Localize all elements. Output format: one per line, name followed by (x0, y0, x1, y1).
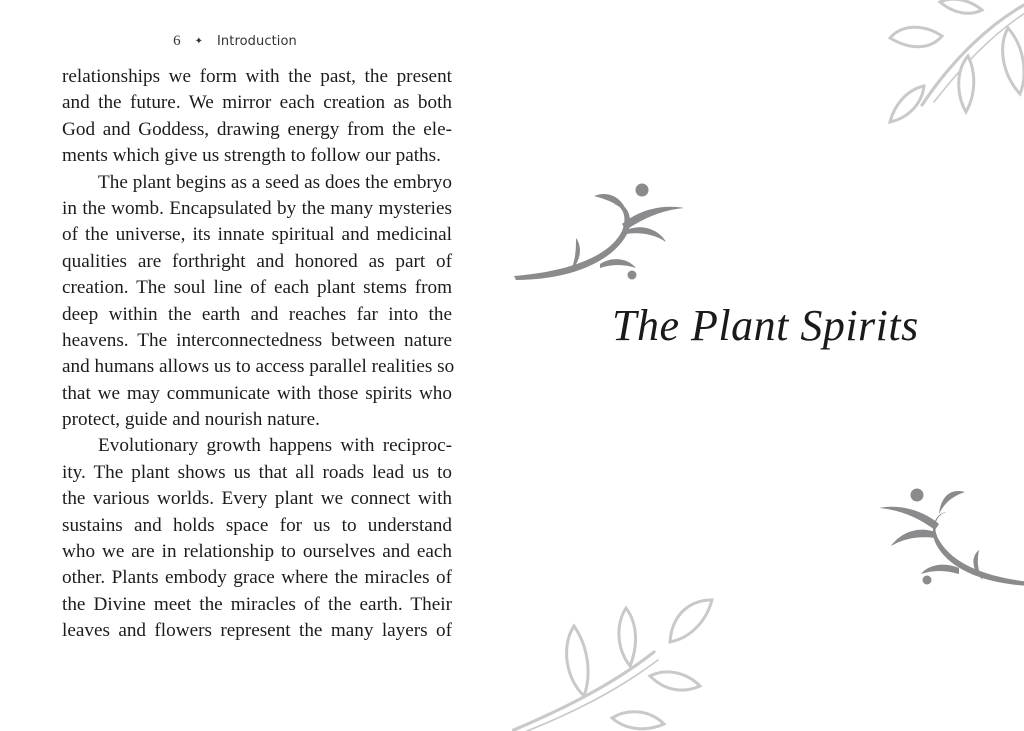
text-line: that we may communicate with those spirits who (62, 382, 452, 404)
chapter-title: The Plant Spirits (612, 301, 919, 350)
text-line: protect, guide and nourish nature. (62, 409, 320, 431)
text-line: relationships we form with the past, the present (62, 66, 452, 87)
text-line: God and Goddess, drawing energy from the ele- (62, 118, 452, 140)
leaf-branch-top-right-icon (872, 0, 1024, 140)
leaf-branch-bottom-left-icon (512, 590, 712, 731)
flourish-upper-left-icon (514, 176, 689, 284)
text-line: the Divine meet the miracles of the earth. Their (62, 593, 452, 615)
text-line: ity. The plant shows us that all roads lead us to (62, 461, 452, 483)
right-page (512, 0, 1024, 731)
text-line: and humans allows us to access parallel realities so (62, 356, 455, 378)
text-line: and the future. We mirror each creation as both (62, 92, 452, 114)
flourish-lower-right-icon (875, 480, 1024, 588)
text-line: heavens. The interconnectedness between nature (62, 329, 452, 351)
section-title: Introduction (216, 34, 297, 49)
text-line: leaves and flowers represent the many layers of (62, 620, 452, 642)
text-line: other. Plants embody grace where the miracles of (62, 567, 452, 589)
running-head (0, 33, 512, 50)
text-line: qualities are forthright and honored as part of (62, 250, 452, 272)
text-line: the various worlds. Every plant we connect with (62, 488, 452, 510)
text-line: sustains and holds space for us to understand (62, 514, 452, 536)
separator-diamond-icon: ✦ (194, 36, 203, 47)
body-text (62, 64, 455, 645)
text-line: of the universe, its innate spiritual and medicinal (62, 224, 452, 246)
text-line: The plant begins as a seed as does the embryo (98, 171, 452, 193)
text-line: who we are in relationship to ourselves and each (62, 541, 452, 563)
text-line: in the womb. Encapsulated by the many mysteries (62, 197, 452, 219)
text-line: ments which give us strength to follow our paths. (62, 145, 441, 167)
text-line: deep within the earth and reaches far into the (62, 303, 452, 325)
text-line: creation. The soul line of each plant stems from (62, 277, 452, 299)
text-line: Evolutionary growth happens with reciproc- (98, 435, 452, 457)
page-number: 6 (173, 33, 181, 49)
